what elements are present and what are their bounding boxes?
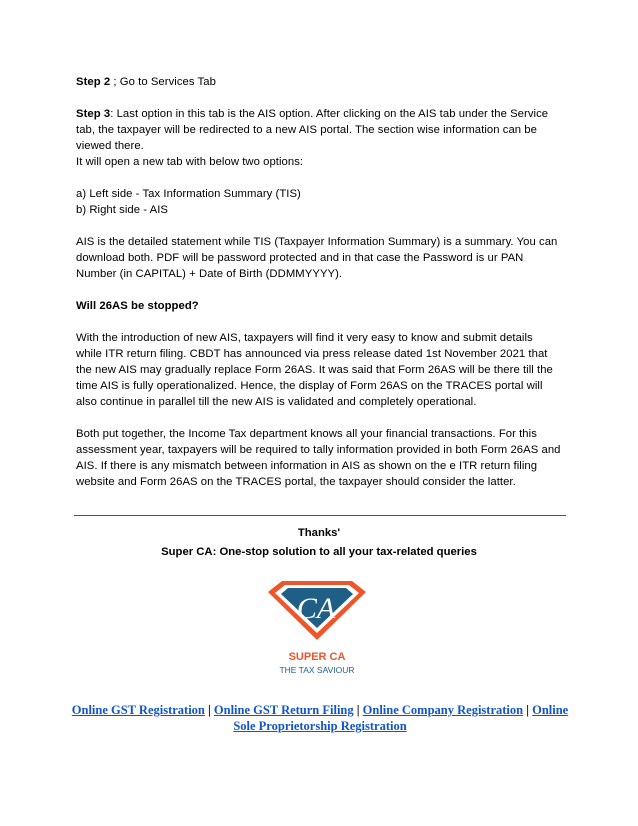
- link-separator: |: [353, 703, 363, 717]
- options-list: [76, 186, 566, 218]
- step-3-line: It will open a new tab with below two options:: [76, 156, 304, 168]
- logo-title: SUPER CA: [288, 651, 346, 663]
- link-separator: |: [204, 703, 214, 717]
- paragraph-line: assessment year, taxpayers will be required to tally information provided in both Form 26AS and: [76, 444, 561, 456]
- step-2-paragraph: [76, 74, 566, 90]
- paragraph-line: With the introduction of new AIS, taxpayers will find it very easy to know and submit details: [76, 332, 533, 344]
- step-3-paragraph: [76, 106, 566, 170]
- logo-letters: CA: [296, 592, 336, 625]
- ais-line: AIS is the detailed statement while TIS (Taxpayer Information Summary) is a summary. You can: [76, 236, 558, 248]
- link-sole-proprietorship[interactable]: Online Sole Proprietorship Registration: [233, 703, 569, 733]
- paragraph-tally: [76, 426, 566, 490]
- paragraph-line: while ITR return filing. CBDT has announced via press release dated 1st November 2021 that: [76, 348, 548, 360]
- paragraph-26as: [76, 330, 566, 410]
- article-body: [76, 74, 566, 506]
- section-heading-text: Will 26AS be stopped?: [76, 300, 199, 312]
- paragraph-line: time AIS is fully operationalized. Hence, the display of Form 26AS on the TRACES portal will: [76, 380, 543, 392]
- paragraph-line: AIS. If there is any mismatch between information in AIS as shown on the e ITR return filing: [76, 460, 538, 472]
- paragraph-line: Both put together, the Income Tax department knows all your financial transactions. For this: [76, 428, 537, 440]
- tagline-text: Super CA: One-stop solution to all your tax-related queries: [161, 546, 477, 558]
- link-separator: |: [523, 703, 533, 717]
- super-ca-logo: [262, 578, 372, 690]
- horizontal-divider: [74, 515, 566, 516]
- footer-links: [70, 702, 570, 734]
- section-heading: [76, 298, 566, 314]
- step-3-line: viewed there.: [76, 140, 144, 152]
- paragraph-line: also continue in parallel till the new AIS is validated and completely operational.: [76, 396, 477, 408]
- link-gst-registration[interactable]: Online GST Registration: [71, 703, 205, 717]
- link-gst-return-filing[interactable]: Online GST Return Filing: [213, 703, 354, 717]
- option-item: b) Right side - AIS: [76, 204, 168, 216]
- logo-subtitle: THE TAX SAVIOUR: [279, 665, 355, 675]
- step-2-label: Step 2: [76, 76, 111, 88]
- paragraph-line: website and Form 26AS on the TRACES portal, the taxpayer should consider the latter.: [76, 476, 516, 488]
- step-3-line: tab, the taxpayer will be redirected to a new AIS portal. The section wise information can be: [76, 124, 537, 136]
- paragraph-line: the new AIS may gradually replace Form 26AS. It was said that Form 26AS will be there till the: [76, 364, 553, 376]
- link-company-registration[interactable]: Online Company Registration: [362, 703, 524, 717]
- step-3-label: Step 3: [76, 108, 111, 120]
- step-2-text: ; Go to Services Tab: [110, 76, 216, 88]
- step-3-line: : Last option in this tab is the AIS option. After clicking on the AIS tab under the Service: [110, 108, 549, 120]
- option-item: a) Left side - Tax Information Summary (TIS): [76, 188, 301, 200]
- ais-paragraph: [76, 234, 566, 282]
- thanks-text: Thanks': [297, 527, 341, 539]
- ais-line: Number (in CAPITAL) + Date of Birth (DDMMYYYY).: [76, 268, 343, 280]
- ais-line: download both. PDF will be password protected and in that case the Password is ur PAN: [76, 252, 524, 264]
